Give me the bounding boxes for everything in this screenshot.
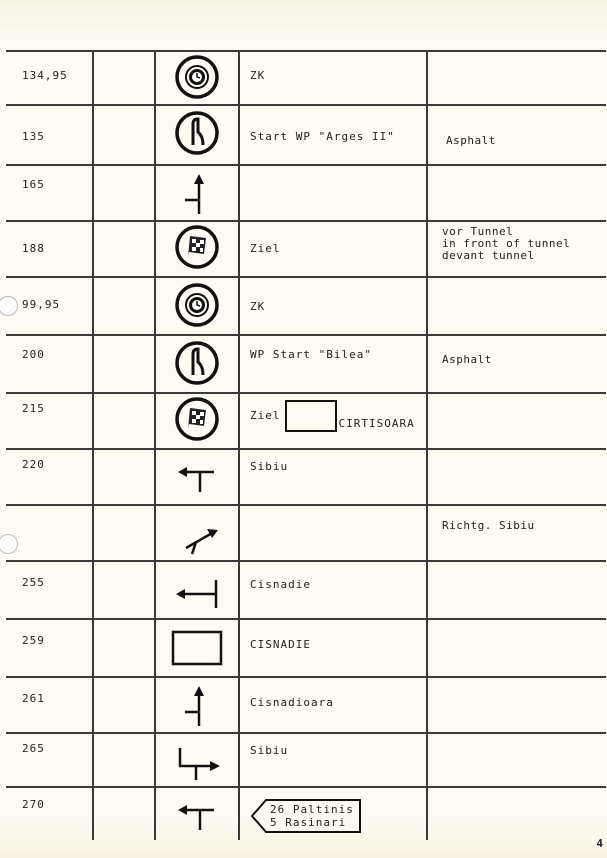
turn-left-t-icon	[156, 800, 238, 832]
sign-text	[270, 803, 354, 829]
finish-flag-icon	[156, 396, 238, 442]
km-value: 165	[22, 178, 45, 191]
turn-left-up-icon	[156, 682, 238, 728]
km-value: 215	[22, 402, 45, 415]
punch-hole	[0, 296, 18, 316]
direction-text: Sibiu	[250, 744, 289, 757]
km-value: 134,95	[22, 69, 68, 82]
turn-right-fork-icon	[156, 742, 238, 782]
km-value: 220	[22, 458, 45, 471]
direction-text	[250, 400, 415, 432]
direction-text: CISNADIE	[250, 638, 311, 651]
turn-left-t-icon	[156, 464, 238, 494]
km-value: 261	[22, 692, 45, 705]
start-wp-icon	[156, 340, 238, 386]
bear-right-arrow-icon	[156, 518, 238, 556]
note-text: Richtg. Sibiu	[442, 519, 535, 532]
km-value: 265	[22, 742, 45, 755]
table-row	[6, 560, 606, 618]
town-sign-icon	[156, 630, 238, 666]
table-row	[6, 276, 606, 334]
direction-text: Ziel	[250, 242, 281, 255]
table-row	[6, 504, 606, 560]
km-value: 188	[22, 242, 45, 255]
note-text: Asphalt	[442, 353, 492, 366]
direction-text: ZK	[250, 300, 266, 313]
table-row	[6, 50, 606, 104]
table-row	[6, 164, 606, 220]
turn-left-junction-icon	[156, 576, 238, 610]
table-row	[6, 732, 606, 786]
punch-hole	[0, 534, 18, 554]
note-text: vor Tunnel in front of tunnel devant tunnel	[442, 225, 571, 262]
finish-flag-icon	[156, 224, 238, 270]
table-row	[6, 334, 606, 392]
direction-text: Cisnadioara	[250, 696, 334, 709]
km-value: 270	[22, 798, 45, 811]
direction-text: Start WP "Arges II"	[250, 130, 395, 143]
turn-right-arrow-icon	[156, 170, 238, 216]
km-value: 135	[22, 130, 45, 143]
table-row	[6, 448, 606, 504]
page-number: 4	[596, 837, 603, 850]
start-wp-icon	[156, 110, 238, 156]
table-row	[6, 220, 606, 276]
town-sign-icon	[285, 400, 337, 432]
direction-text: WP Start "Bilea"	[250, 348, 372, 361]
control-point-icon	[156, 282, 238, 328]
km-value: 259	[22, 634, 45, 647]
table-row	[6, 786, 606, 840]
sign-line-paltinis: 26 Paltinis	[270, 803, 354, 816]
direction-text: Sibiu	[250, 460, 289, 473]
sign-line-rasinari: 5 Rasinari	[270, 816, 347, 829]
km-value: 255	[22, 576, 45, 589]
direction-label: Ziel	[250, 409, 281, 422]
direction-sign	[250, 798, 370, 834]
table-row	[6, 676, 606, 732]
direction-text: Cisnadie	[250, 578, 311, 591]
km-value: 99,95	[22, 298, 61, 311]
table-row	[6, 618, 606, 676]
km-value: 200	[22, 348, 45, 361]
town-name: CIRTISOARA	[338, 417, 415, 430]
control-point-icon	[156, 54, 238, 100]
table-row	[6, 104, 606, 164]
direction-text: ZK	[250, 69, 266, 82]
table-row	[6, 392, 606, 448]
roadbook-table	[6, 50, 606, 840]
note-text: Asphalt	[446, 134, 496, 147]
